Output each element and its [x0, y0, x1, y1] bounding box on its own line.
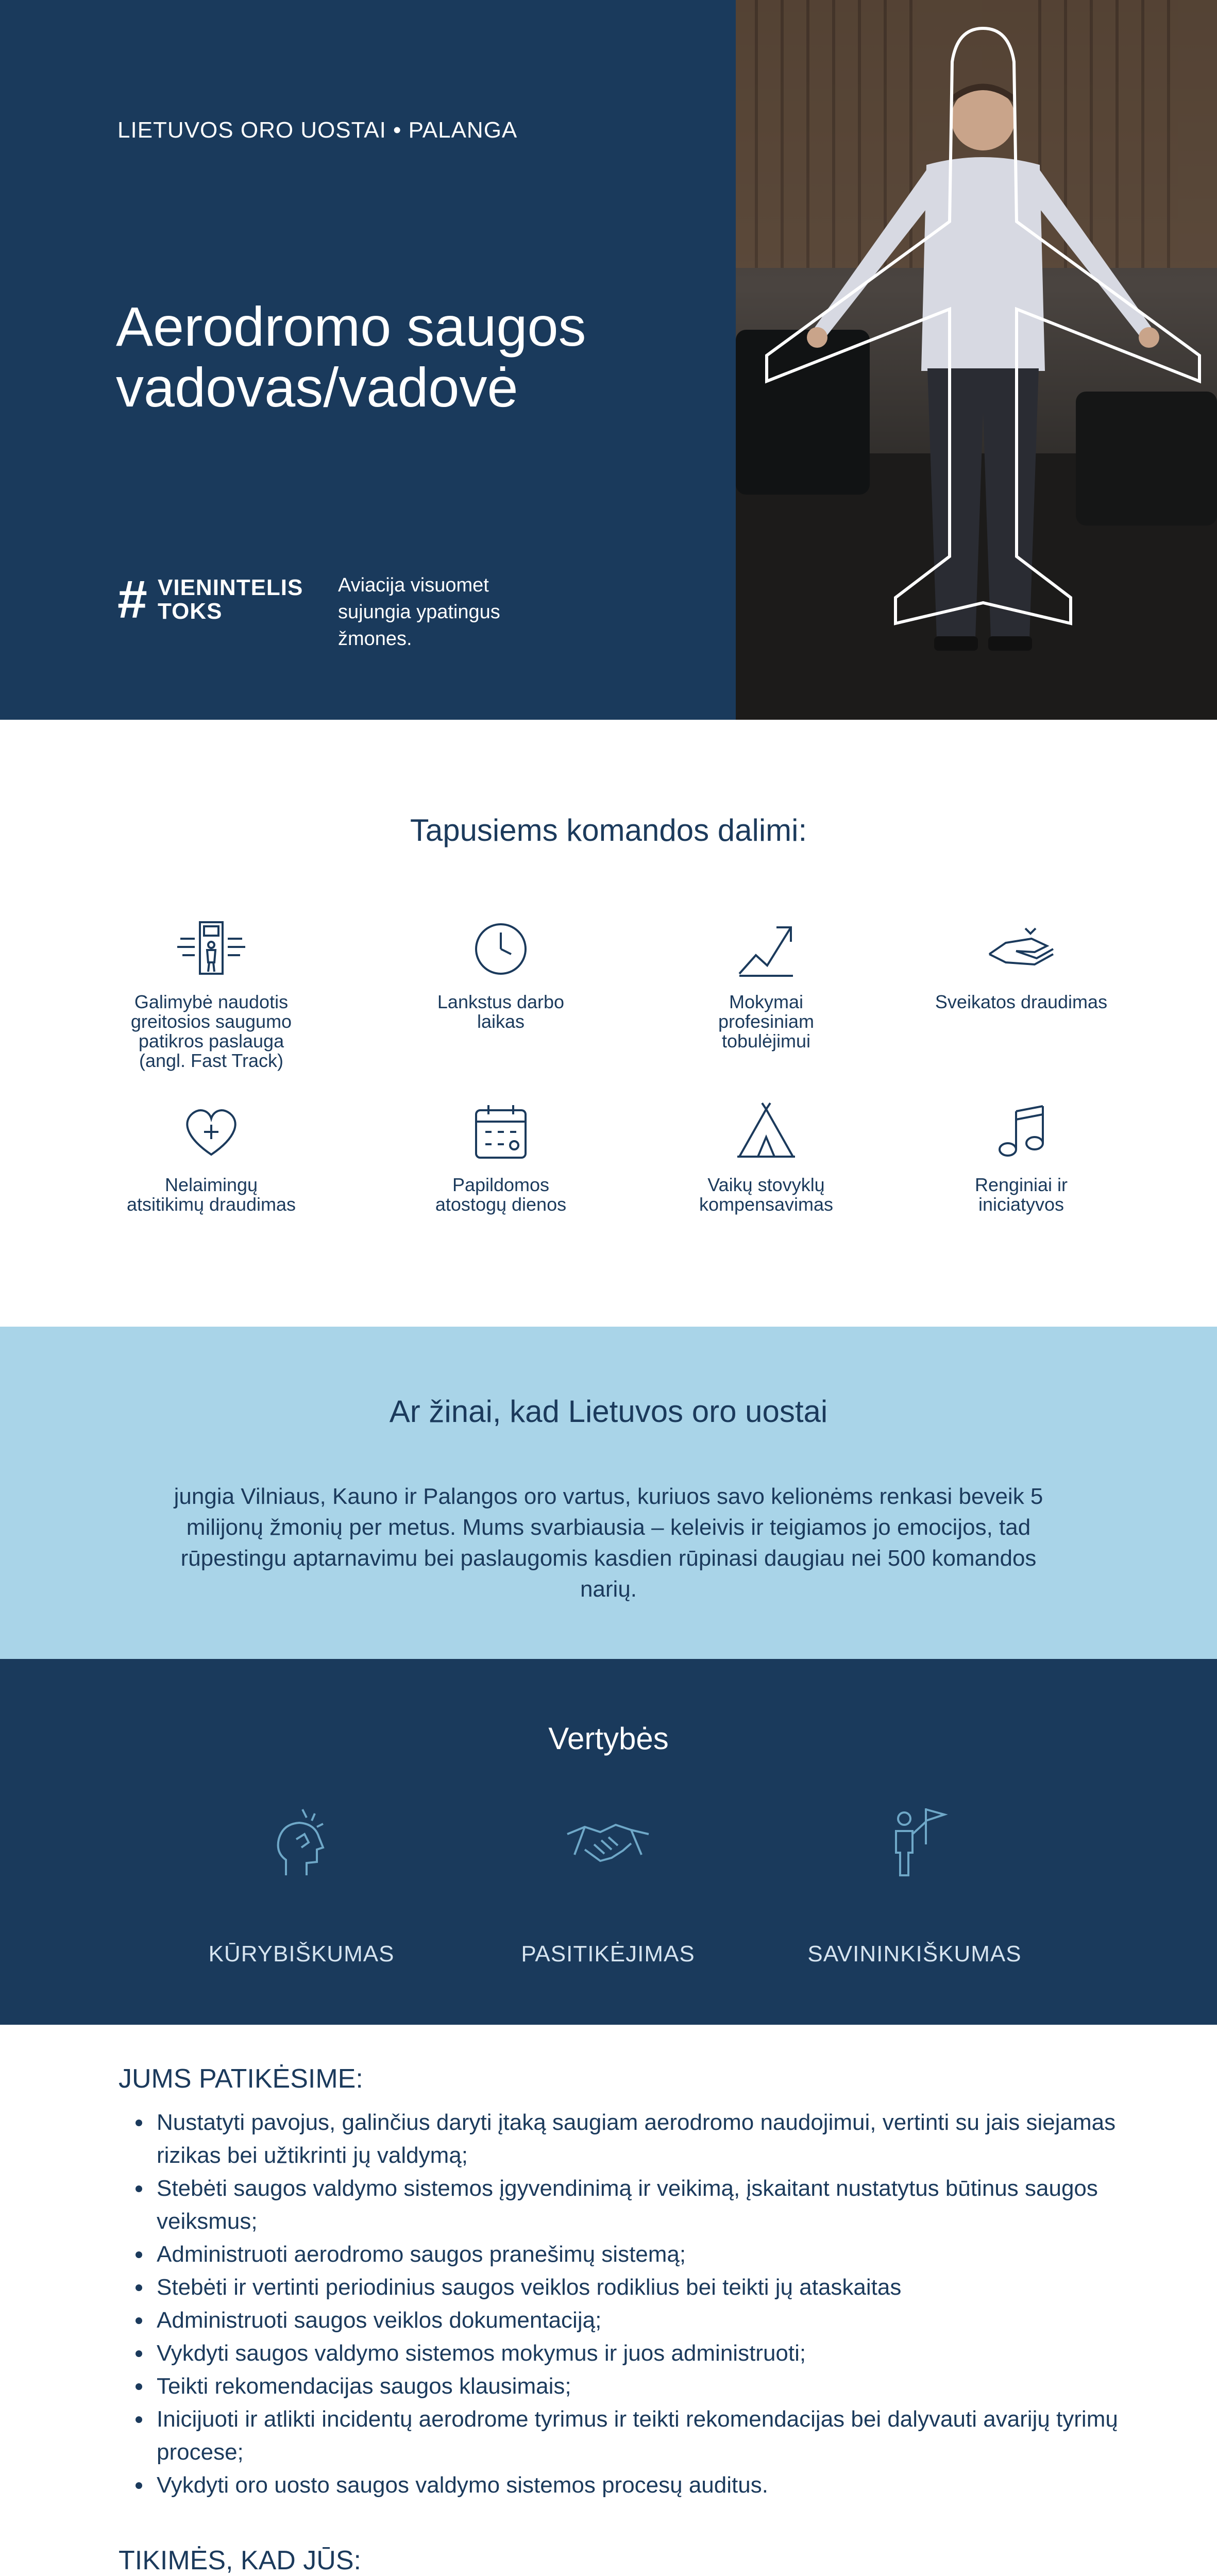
list-item: • Vykdyti oro uosto saugos valdymo sistemos procesų auditus. — [153, 2469, 1123, 2502]
benefit-label: Renginiai ir iniciatyvos — [974, 1174, 1068, 1215]
hero-banner — [0, 0, 1217, 720]
heart-plus-icon — [180, 1101, 242, 1163]
benefit-label: Galimybė naudotis greitosios saugumo patikros paslauga (angl. Fast Track) — [130, 991, 292, 1071]
benefit-events — [913, 1101, 1129, 1214]
values-section — [0, 1659, 1217, 2025]
job-details — [0, 2025, 1217, 2576]
value-label: KŪRYBIŠKUMAS — [208, 1941, 395, 1967]
org-label: LIETUVOS ORO UOSTAI • PALANGA — [117, 117, 518, 143]
benefit-flexible-hours — [393, 918, 609, 1031]
benefit-health-insurance — [913, 918, 1129, 1012]
tasks-heading: JUMS PATIKĖSIME: — [119, 2064, 363, 2094]
value-label: SAVININKIŠKUMAS — [807, 1941, 1022, 1967]
benefit-label: Sveikatos draudimas — [935, 991, 1108, 1012]
list-item: • Inicijuoti ir atlikti incidentų aerodrome tyrimus ir teikti rekomendacijas bei dalyvauti avarijų tyrimų procese; — [153, 2403, 1123, 2469]
benefits-section — [0, 720, 1217, 1327]
job-title: Aerodromo saugos vadovas/vadovė — [116, 295, 586, 418]
fact-text: jungia Vilniaus, Kauno ir Palangos oro vartus, kuriuos savo kelionėms renkasi beveik 5 milijonų žmonių per metus. Mums svarbiausia – keleivis ir teigiamos jo emocijos, tad rūpestingu aptarnavimu bei paslaugomis kasdien rūpinasi daugiau nei 500 komandos narių. — [174, 1484, 1043, 1602]
benefits-title: Tapusiems komandos dalimi: — [410, 813, 807, 848]
benefit-label: Mokymai profesiniam tobulėjimui — [718, 991, 815, 1052]
list-item: • Teikti rekomendacijas saugos klausimais; — [153, 2370, 1123, 2403]
flag-person-icon — [878, 1803, 951, 1880]
list-item: • Administruoti saugos veiklos dokumentaciją; — [153, 2304, 1123, 2337]
benefit-extra-vacation — [393, 1101, 609, 1214]
hero-photo — [736, 0, 1217, 720]
fact-title: Ar žinai, kad Lietuvos oro uostai — [389, 1394, 828, 1429]
health-hand-icon — [985, 918, 1057, 980]
list-item: • Administruoti aerodromo saugos pranešimų sistemą; — [153, 2238, 1123, 2271]
list-item: • Stebėti saugos valdymo sistemos įgyvendinimą ir veikimą, įskaitant nustatytus būtinus saugos veiksmus; — [153, 2172, 1123, 2238]
hashtag-word-2: TOKS — [158, 599, 223, 624]
tent-icon — [735, 1101, 797, 1163]
values-title: Vertybės — [548, 1721, 669, 1756]
hash-icon: # — [117, 570, 147, 630]
benefit-fast-track — [103, 918, 319, 1071]
value-trust — [464, 1803, 752, 1967]
tasks-list — [119, 2106, 1123, 2502]
hero-text-panel — [0, 0, 736, 720]
list-item: • Nustatyti pavojus, galinčius daryti įtaką saugiam aerodromo naudojimui, vertinti su jais siejamas rizikas bei užtikrinti jų valdymą; — [153, 2106, 1123, 2172]
fast-track-icon — [175, 918, 247, 980]
benefit-accident-insurance — [103, 1101, 319, 1214]
person-airplane-illustration — [736, 0, 1217, 720]
clock-icon — [470, 918, 532, 980]
requirements-heading: TIKIMĖS, KAD JŪS: — [119, 2546, 361, 2575]
benefit-kids-camps — [658, 1101, 874, 1214]
music-note-icon — [990, 1101, 1052, 1163]
benefit-label: Nelaimingų atsitikimų draudimas — [126, 1174, 296, 1215]
hashtag-word-1: VIENINTELIS — [158, 575, 303, 600]
benefit-label: Papildomos atostogų dienos — [435, 1174, 567, 1215]
value-ownership — [770, 1803, 1059, 1967]
list-item: • Stebėti ir vertinti periodinius saugos veiklos rodiklius bei teikti jų ataskaitas — [153, 2271, 1123, 2304]
benefit-label: Vaikų stovyklų kompensavimas — [699, 1174, 834, 1215]
benefit-training — [658, 918, 874, 1051]
fact-section — [0, 1327, 1217, 1659]
list-item: • Vykdyti saugos valdymo sistemos mokymus ir juos administruoti; — [153, 2337, 1123, 2370]
value-label: PASITIKĖJIMAS — [521, 1941, 695, 1967]
growth-chart-icon — [735, 918, 797, 980]
benefit-label: Lankstus darbo laikas — [437, 991, 565, 1032]
hero-slogan: Aviacija visuomet sujungia ypatingus žmones. — [338, 574, 500, 650]
calendar-icon — [470, 1101, 532, 1163]
creativity-icon — [265, 1803, 337, 1880]
value-creativity — [157, 1803, 446, 1967]
handshake-icon — [564, 1803, 652, 1880]
